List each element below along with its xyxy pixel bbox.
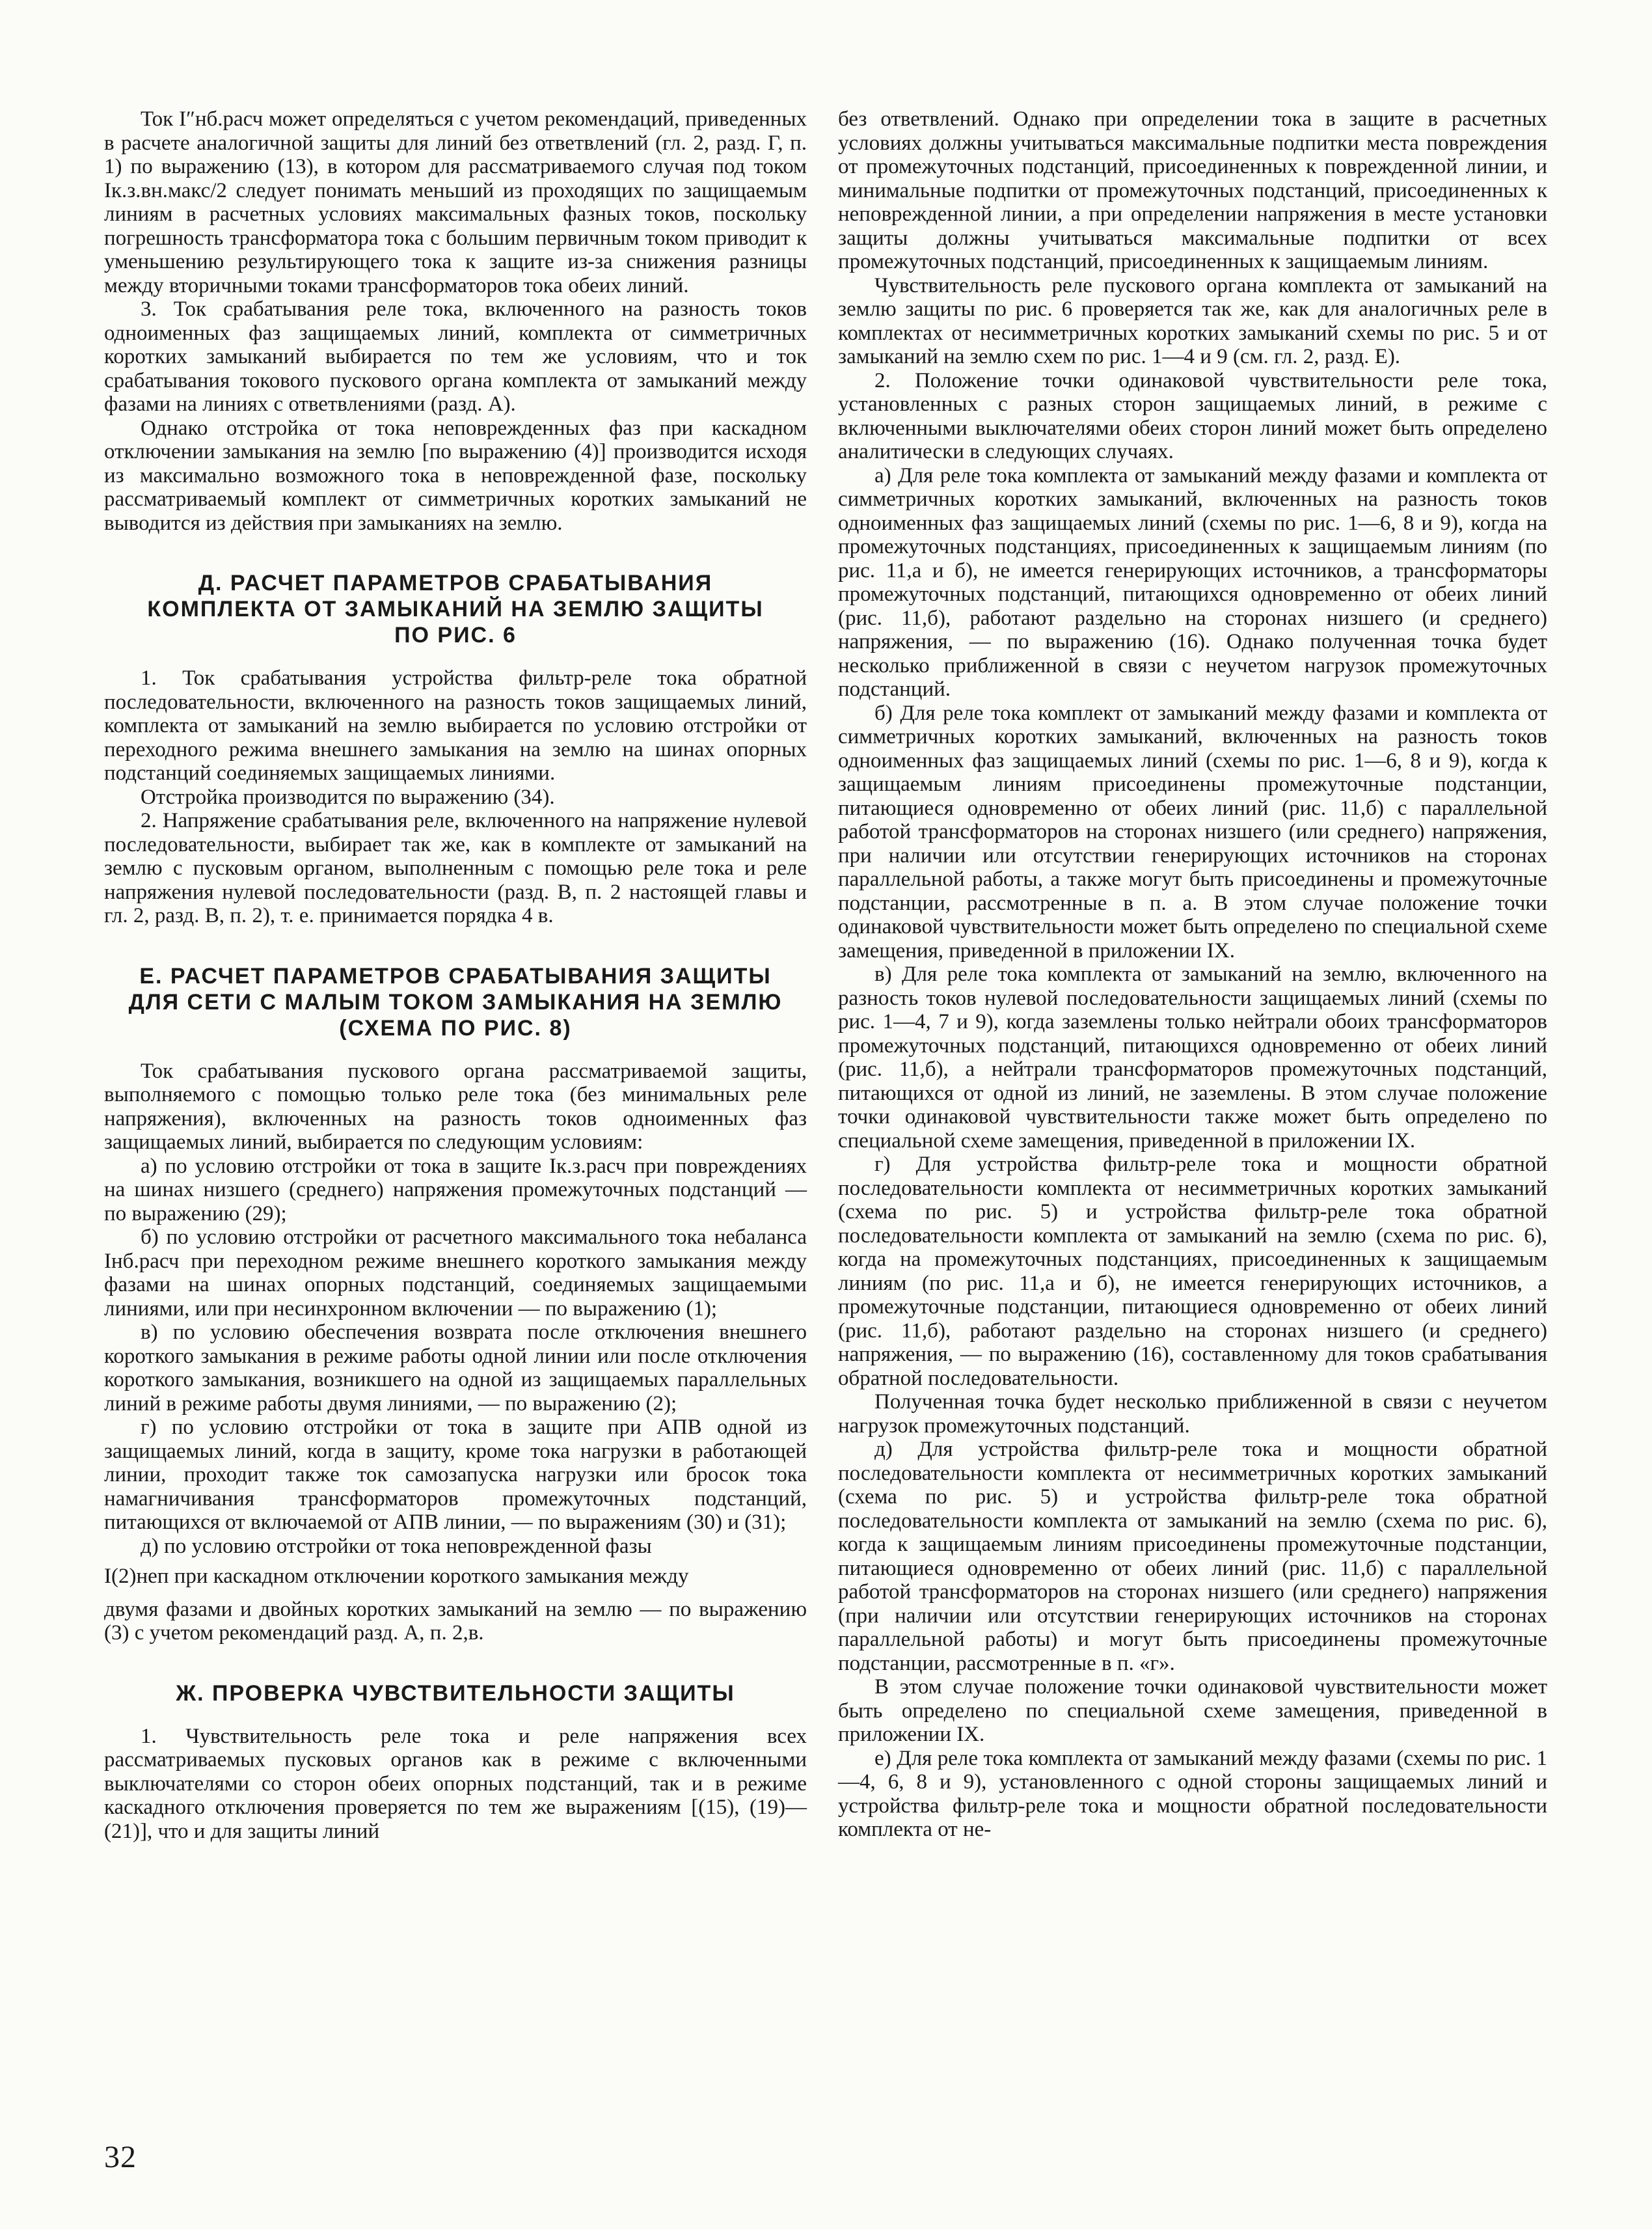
paragraph-d2: Отстройка производится по выражению (34). <box>141 785 555 809</box>
section-heading-d-line-1: Д. РАСЧЕТ ПАРАМЕТРОВ СРАБАТЫВАНИЯ <box>198 571 713 595</box>
list-item-e-b: б) по условию отстройки от расчетного максимального тока небаланса Iнб.расч при переходном режиме внешнего короткого замыкания между фазами на шинах опорных подстанций, соединяемых защищаемыми линиями, или при несинхронном включении — по выражению (1); <box>104 1225 807 1320</box>
section-heading-e-line-2: ДЛЯ СЕТИ С МАЛЫМ ТОКОМ ЗАМЫКАНИЯ НА ЗЕМЛЮ <box>128 989 783 1015</box>
paragraph-detuning-undamaged-phases: Однако отстройка от тока неповрежденных фаз при каскадном отключении замыкания на землю [по выражению (4)] производится исходя из максимально возможного тока в неповрежденной фазе, поскольку рассматриваемый комплект от симметричных коротких замыканий не выводится из действия при замыканиях на землю. <box>104 416 807 535</box>
paragraph-d1: 1. Ток срабатывания устройства фильтр-реле тока обратной последовательности, включенного на разность токов защищаемых линий, комплекта от замыканий на землю выбирается по условию отстройки от переходного режима внешнего замыкания на землю на шинах опорных подстанций соединяемых защищаемых линиями. <box>104 666 807 785</box>
paragraph-r-g-note: Полученная точка будет несколько приближенной в связи с неучетом нагрузок промежуточных подстанций. <box>838 1390 1547 1438</box>
list-item-e-d-line-1: д) по условию отстройки от тока неповрежденной фазы <box>141 1534 652 1558</box>
paragraph-zh1: 1. Чувствительность реле тока и реле напряжения всех рассматриваемых пусковых органов как в режиме с включенными выключателями со сторон обеих опорных подстанций, так и в режиме каскадного отключения проверяется по тем же выражениям [(15), (19)—(21)], что и для защиты линий <box>104 1724 807 1843</box>
list-item-r-g: г) Для устройства фильтр-реле тока и мощности обратной последовательности комплекта от несимметричных коротких замыканий (схема по рис. 5) и устройства фильтр-реле тока обратной последовательности комплекта от замыканий на землю (схема по рис. 6), когда на промежуточных подстанциях, присоединенных к защищаемым линиям (по рис. 11,а и б), не имеется генерирующих источников, а промежуточные подстанции, питающиеся одновременно от обеих линий (рис. 11,б), работают раздельно на сторонах низшего (и среднего) напряжения, — по выражению (16), составленному для токов срабатывания обратной последовательности. <box>838 1153 1547 1390</box>
list-item-r-a: а) Для реле тока комплекта от замыканий между фазами и комплекта от симметричных коротких замыканий, включенных на разность токов одноименных фаз защищаемых линий (схемы по рис. 1—6, 8 и 9), когда на промежуточных подстанциях, присоединенных к защищаемым линиям (по рис. 11,а и б), не имеется генерирующих источников, а трансформаторы промежуточных подстанций, питающихся одновременно от обеих линий (рис. 11,б), работают раздельно на сторонах низшего (и среднего) напряжения, — по выражению (16). Однако полученная точка будет несколько приближенной в связи с неучетом нагрузок промежуточных подстанций. <box>838 463 1547 701</box>
paragraph-3-current-setting: 3. Ток срабатывания реле тока, включенного на разность токов одноименных фаз защищаемых линий, комплекта от симметричных коротких замыканий выбирается по тем же условиям, что и ток срабатывания токового пускового органа комплекта от замыканий между фазами на линиях с ответвлениями (разд. А). <box>104 297 807 416</box>
paragraph-r-d-note: В этом случае положение точки одинаковой чувствительности может быть определено по специальной схеме замещения, приведенной в приложении IX. <box>838 1675 1547 1746</box>
section-heading-e-line-3: (СХЕМА ПО РИС. 8) <box>339 1015 572 1041</box>
list-item-r-b: б) Для реле тока комплект от замыканий между фазами и комплекта от симметричных коротких замыканий, включенных на разность токов одноименных фаз защищаемых линий (схемы по рис. 1—6, 8 и 9), когда к защищаемым линиям присоединены промежуточные подстанции, питающиеся одновременно от обеих линий (рис. 11,б) с параллельной работой трансформаторов на сторонах низшего (или среднего) напряжения, при наличии или отсутствии генерирующих источников на сторонах параллельной работы, а также могут быть присоединены и промежуточные подстанции, рассмотренные в п. а. В этом случае положение точки одинаковой чувствительности может быть определено по специальной схеме замещения, приведенной в приложении IX. <box>838 701 1547 963</box>
book-page <box>104 107 1646 2203</box>
list-item-r-e: е) Для реле тока комплекта от замыканий между фазами (схемы по рис. 1—4, 6, 8 и 9), установленного с одной стороны защищаемых линий и устройства фильтр-реле тока и мощности обратной последовательности комплекта от не- <box>838 1746 1547 1841</box>
list-item-r-d: д) Для устройства фильтр-реле тока и мощности обратной последовательности комплекта от несимметричных коротких замыканий (схема по рис. 5) и устройства фильтр-реле тока обратной последовательности комплекта от замыканий на землю (схема по рис. 6), когда к защищаемым линиям присоединены промежуточные подстанции, питающиеся одновременно от обеих линий (рис. 11,б) с параллельной работой трансформаторов на сторонах низшего (или среднего) напряжения (при наличии или отсутствии генерирующих источников на сторонах параллельной работы) и могут быть присоединены промежуточные подстанции, рассмотренные в п. «г». <box>838 1438 1547 1675</box>
list-item-e-v: в) по условию обеспечения возврата после отключения внешнего короткого замыкания в режиме работы одной линии или после отключения короткого замыкания, возникшего на одной из защищаемых параллельных линий в режиме работы двумя линиями, — по выражению (2); <box>104 1320 807 1415</box>
section-heading-zh-line-1: Ж. ПРОВЕРКА ЧУВСТВИТЕЛЬНОСТИ ЗАЩИТЫ <box>176 1680 735 1706</box>
section-heading-zh <box>104 1680 807 1706</box>
section-heading-d-line-2: КОМПЛЕКТА ОТ ЗАМЫКАНИЙ НА ЗЕМЛЮ ЗАЩИТЫ <box>147 597 764 622</box>
list-item-r-v: в) Для реле тока комплекта от замыканий на землю, включенного на разность токов нулевой последовательности защищаемых линий (схемы по рис. 1—4, 7 и 9), когда заземлены только нейтрали обоих трансформаторов промежуточных подстанций, питающихся одновременно от обеих линий (рис. 11,б), а нейтрали трансформаторов промежуточных подстанций, питающихся от одной из линий, не заземлены. В этом случае положение точки одинаковой чувствительности также может быть определено по специальной схеме замещения, приведенной в приложении IX. <box>838 963 1547 1153</box>
paragraph-continuation: без ответвлений. Однако при определении тока в защите в расчетных условиях должны учитываться максимальные подпитки места повреждения от промежуточных подстанций, присоединенных к поврежденной линии, и минимальные подпитки от промежуточных подстанций, присоединенных к неповрежденной линии, а при определении напряжения в месте установки защиты должны учитываться максимальные подпитки от всех промежуточных подстанций, присоединенных к защищаемым линиям. <box>838 107 1547 273</box>
left-column <box>104 107 807 1843</box>
paragraph-e-intro: Ток срабатывания пускового органа рассматриваемой защиты, выполняемого с помощью только реле тока (без минимальных реле напряжения), включенных на разность токов одноименных фаз защищаемых линий, выбирается по следующим условиям: <box>104 1059 807 1154</box>
section-heading-d-line-3: ПО РИС. 6 <box>394 623 517 648</box>
list-item-e-a: а) по условию отстройки от тока в защите Iк.з.расч при повреждениях на шинах низшего (среднего) напряжения промежуточных подстанций — по выражению (29); <box>104 1154 807 1225</box>
paragraph-d3: 2. Напряжение срабатывания реле, включенного на напряжение нулевой последовательности, выбирает так же, как в комплекте от замыканий на землю с пусковым органом, выполненным с помощью реле тока и реле напряжения нулевой последовательности (разд. В, п. 2 настоящей главы и гл. 2, разд. В, п. 2), т. е. принимается порядка 4 в. <box>104 809 807 927</box>
list-item-e-d-line-3: двумя фазами и двойных коротких замыканий на землю — по выражению (3) с учетом рекомендаций разд. А, п. 2,в. <box>104 1597 807 1645</box>
page-number: 32 <box>104 2140 137 2174</box>
paragraph-equal-sensitivity-point: 2. Положение точки одинаковой чувствительности реле тока, установленных с разных сторон защищаемых линий, в режиме с включенными выключателями обеих сторон линий может быть определено аналитически в следующих случаях. <box>838 368 1547 463</box>
paragraph-inb-rasch: Ток I″нб.расч может определяться с учетом рекомендаций, приведенных в расчете аналогичной защиты для линий без ответвлений (гл. 2, разд. Г, п. 1) по выражению (13), в котором для рассматриваемого случая под током Iк.з.вн.макс/2 следует понимать меньший из проходящих по защищаемым линиям в расчетных условиях максимальных фазных токов, поскольку погрешность трансформатора тока с большим первичным током приводит к уменьшению результирующего тока к защите из-за снижения разницы между вторичными токами трансформаторов тока обеих линий. <box>104 107 807 297</box>
right-column <box>838 107 1547 1842</box>
section-heading-e <box>104 963 807 1041</box>
list-item-e-g: г) по условию отстройки от тока в защите при АПВ одной из защищаемых линий, когда в защиту, кроме тока нагрузки в работающей линии, проходит также ток самозапуска нагрузки или бросок тока намагничивания трансформаторов промежуточных подстанций, питающихся от включаемой от АПВ линии, — по выражениям (30) и (31); <box>104 1415 807 1534</box>
section-heading-d <box>104 570 807 648</box>
list-item-e-d-formula-line: I(2)неп при каскадном отключении короткого замыкания между <box>104 1565 689 1588</box>
section-heading-e-line-1: Е. РАСЧЕТ ПАРАМЕТРОВ СРАБАТЫВАНИЯ ЗАЩИТЫ <box>139 963 772 989</box>
paragraph-sensitivity-ground: Чувствительность реле пускового органа комплекта от замыканий на землю защиты по рис. 6 проверяется так же, как для аналогичных реле в комплектах от несимметричных коротких замыканий схемы по рис. 5 и от замыканий на землю схем по рис. 1—4 и 9 (см. гл. 2, разд. Е). <box>838 273 1547 368</box>
